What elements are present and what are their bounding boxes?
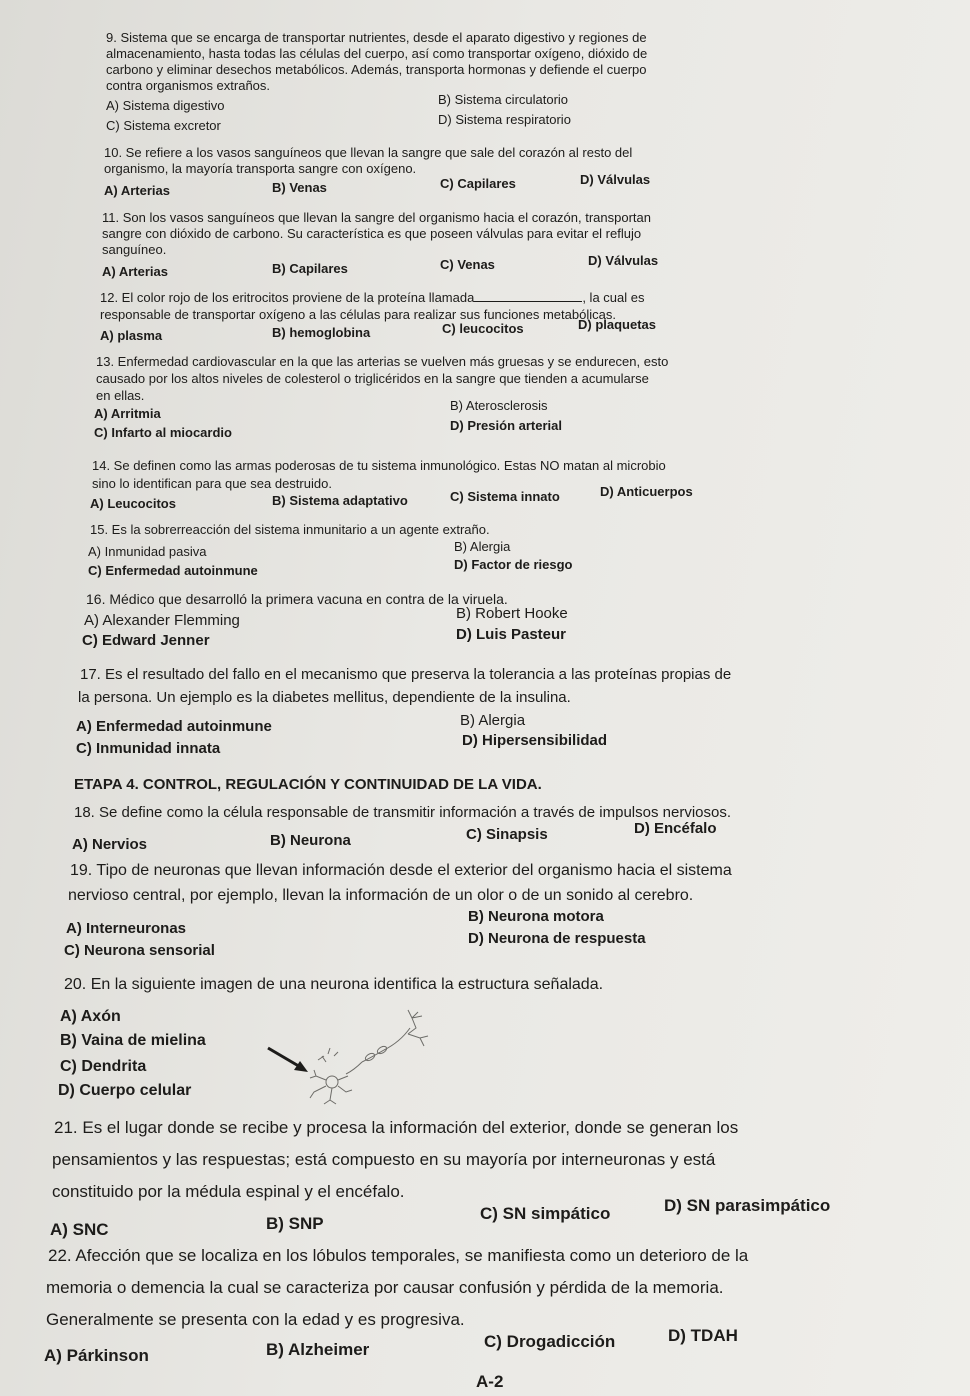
question-text — [100, 290, 644, 306]
question-text-end: , la cual es — [582, 290, 645, 305]
question-text: 11. Son los vasos sanguíneos que llevan la sangre del organismo hacia el corazón, transportan — [102, 210, 651, 225]
option-c[interactable]: C) Capilares — [440, 176, 516, 191]
option-b[interactable]: B) Sistema circulatorio — [438, 92, 569, 107]
question-text: responsable de transportar oxígeno a las células para realizar sus funciones metabólicas. — [100, 307, 616, 322]
axon-upper — [362, 1028, 410, 1062]
dendrite-top — [408, 1010, 422, 1034]
option-b[interactable]: B) Alzheimer — [266, 1340, 370, 1359]
pointer-arrow-head — [294, 1061, 308, 1072]
question-text: 16. Médico que desarrolló la primera vacuna en contra de la viruela. — [86, 591, 508, 607]
option-a[interactable]: A) plasma — [100, 328, 163, 343]
question-text: contra organismos extraños. — [106, 78, 271, 93]
option-d[interactable]: D) Factor de riesgo — [454, 557, 573, 572]
question-text: constituido por la médula espinal y el encéfalo. — [52, 1182, 405, 1201]
question-text: sangre con dióxido de carbono. Su característica es que poseen válvulas para evitar el reflujo — [102, 226, 642, 241]
option-b[interactable]: B) Capilares — [272, 261, 348, 276]
option-c[interactable]: C) Infarto al miocardio — [94, 425, 232, 440]
question-text: nervioso central, por ejemplo, llevan la información de un olor o de un sonido al cerebro. — [68, 887, 694, 904]
page-number: A-2 — [476, 1372, 504, 1391]
dendrites-bottom — [310, 1070, 352, 1104]
option-a[interactable]: A) Enfermedad autoinmune — [76, 718, 272, 735]
option-a[interactable]: A) Párkinson — [44, 1346, 149, 1365]
option-c[interactable]: C) Sistema excretor — [106, 118, 221, 133]
option-a[interactable]: A) Leucocitos — [90, 496, 176, 511]
option-c[interactable]: C) Inmunidad innata — [76, 740, 221, 757]
question-text: 14. Se definen como las armas poderosas de tu sistema inmunológico. Estas NO matan al microbio — [92, 458, 666, 473]
option-d[interactable]: D) Luis Pasteur — [456, 626, 567, 643]
neuron-diagram — [258, 1004, 448, 1124]
option-a[interactable]: A) Axón — [60, 1008, 121, 1025]
question-text: en ellas. — [96, 388, 145, 403]
option-d[interactable]: D) Cuerpo celular — [58, 1082, 192, 1099]
question-text: sanguíneo. — [102, 242, 167, 257]
option-a[interactable]: A) Arterias — [104, 183, 170, 198]
question-text: la persona. Un ejemplo es la diabetes mellitus, dependiente de la insulina. — [78, 689, 571, 706]
question-text: 17. Es el resultado del fallo en el mecanismo que preserva la tolerancia a las proteínas propias de — [80, 666, 732, 683]
option-a[interactable]: A) Arritmia — [94, 406, 161, 421]
option-c[interactable]: C) Sistema innato — [450, 489, 560, 504]
question-text: Generalmente se presenta con la edad y es progresiva. — [46, 1310, 465, 1329]
option-a[interactable]: A) Nervios — [72, 836, 148, 853]
option-d[interactable]: D) Presión arterial — [450, 418, 562, 433]
option-b[interactable]: B) Sistema adaptativo — [272, 493, 408, 508]
pointer-arrow-shaft — [268, 1048, 302, 1068]
option-a[interactable]: A) Sistema digestivo — [106, 98, 225, 113]
option-d[interactable]: D) Hipersensibilidad — [462, 732, 608, 749]
option-c[interactable]: C) Enfermedad autoinmune — [88, 563, 258, 578]
option-a[interactable]: A) Alexander Flemming — [84, 612, 240, 629]
question-text: pensamientos y las respuestas; está compuesto en su mayoría por interneuronas y está — [52, 1150, 716, 1169]
option-b[interactable]: B) Robert Hooke — [456, 605, 568, 622]
option-d[interactable]: D) Válvulas — [580, 172, 651, 187]
option-d[interactable]: D) Anticuerpos — [600, 484, 693, 499]
question-text: 22. Afección que se localiza en los lóbulos temporales, se manifiesta como un deterioro de la — [48, 1246, 749, 1265]
option-b[interactable]: B) Venas — [272, 180, 327, 195]
question-text: 13. Enfermedad cardiovascular en la que las arterias se vuelven más gruesas y se endurecen, esto — [96, 354, 669, 369]
option-d[interactable]: D) Sistema respiratorio — [438, 112, 571, 127]
question-text: sino lo identifican para que sea destruido. — [92, 476, 332, 491]
option-d[interactable]: D) Neurona de respuesta — [468, 930, 646, 947]
question-text: 20. En la siguiente imagen de una neurona identifica la estructura señalada. — [64, 976, 604, 993]
option-c[interactable]: C) Neurona sensorial — [64, 942, 215, 959]
option-a[interactable]: A) Inmunidad pasiva — [88, 544, 207, 559]
option-c[interactable]: C) Venas — [440, 257, 495, 272]
option-c[interactable]: C) Dendrita — [60, 1058, 147, 1075]
section-heading: ETAPA 4. CONTROL, REGULACIÓN Y CONTINUIDAD DE LA VIDA. — [74, 776, 542, 793]
question-text: 9. Sistema que se encarga de transportar nutrientes, desde el aparato digestivo y regiones de — [106, 30, 647, 45]
answer-blank[interactable] — [474, 301, 582, 302]
option-c[interactable]: C) SN simpático — [480, 1204, 611, 1223]
question-text: carbono y eliminar desechos metabólicos. Además, transporta hormonas y defiende el cuerpo — [106, 62, 647, 77]
question-text: causado por los altos niveles de colesterol o triglicéridos en la sangre que tienden a acumularse — [96, 371, 649, 386]
option-a[interactable]: A) Interneuronas — [66, 920, 187, 937]
question-text: 15. Es la sobrerreacción del sistema inmunitario a un agente extraño. — [90, 522, 490, 537]
question-text: almacenamiento, hasta todas las células del cuerpo, así como transportar oxígeno, dióxido de — [106, 46, 648, 61]
option-d[interactable]: D) TDAH — [668, 1326, 738, 1345]
option-d[interactable]: D) Válvulas — [588, 253, 659, 268]
cell-body — [326, 1076, 338, 1088]
option-b[interactable]: B) Alergia — [460, 712, 526, 729]
option-c[interactable]: C) leucocitos — [442, 321, 524, 336]
question-text-start: 12. El color rojo de los eritrocitos proviene de la proteína llamada — [100, 290, 475, 305]
option-b[interactable]: B) hemoglobina — [272, 325, 371, 340]
question-text: memoria o demencia la cual se caracteriza por causar confusión y pérdida de la memoria. — [46, 1278, 724, 1297]
question-text: 18. Se define como la célula responsable de transmitir información a través de impulsos nerviosos. — [74, 804, 731, 821]
option-d[interactable]: D) SN parasimpático — [664, 1196, 831, 1215]
option-a[interactable]: A) SNC — [50, 1220, 109, 1239]
option-d[interactable]: D) Encéfalo — [634, 820, 717, 837]
question-text: 21. Es el lugar donde se recibe y procesa la información del exterior, donde se generan los — [54, 1118, 739, 1137]
option-b[interactable]: B) SNP — [266, 1214, 324, 1233]
option-b[interactable]: B) Aterosclerosis — [450, 398, 548, 413]
option-d[interactable]: D) plaquetas — [578, 317, 657, 332]
option-b[interactable]: B) Vaina de mielina — [60, 1032, 206, 1049]
option-b[interactable]: B) Neurona — [270, 832, 351, 849]
question-text: organismo, la mayoría transporta sangre con oxígeno. — [104, 161, 417, 176]
option-c[interactable]: C) Drogadicción — [484, 1332, 616, 1351]
question-text: 19. Tipo de neuronas que llevan información desde el exterior del organismo hacia el sistema — [70, 862, 732, 879]
option-b[interactable]: B) Neurona motora — [468, 908, 604, 925]
question-text: 10. Se refiere a los vasos sanguíneos que llevan la sangre que sale del corazón al resto del — [104, 145, 633, 160]
option-c[interactable]: C) Sinapsis — [466, 826, 548, 843]
option-c[interactable]: C) Edward Jenner — [82, 632, 210, 649]
option-b[interactable]: B) Alergia — [454, 539, 511, 554]
option-a[interactable]: A) Arterias — [102, 264, 168, 279]
